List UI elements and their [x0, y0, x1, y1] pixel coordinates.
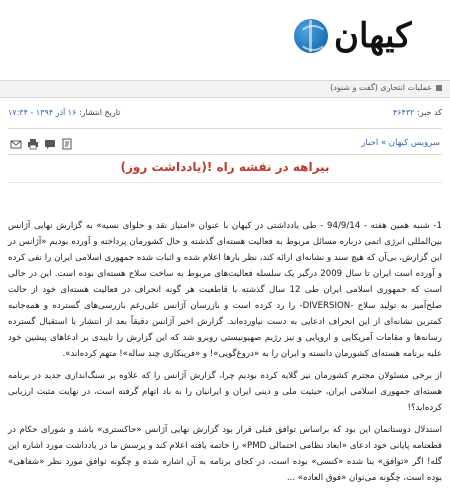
publish-date	[8, 108, 120, 117]
logo-text: کیهان	[334, 16, 412, 56]
masthead	[0, 0, 450, 78]
tools-divider	[8, 154, 442, 155]
publish-date-label: تاریخ انتشار:	[78, 108, 121, 117]
comment-icon[interactable]	[44, 138, 56, 150]
publish-date-value: ۱۶ آذر ۱۳۹۴ - ۱۷:۳۴	[8, 108, 77, 117]
article-paragraph: استدلال دوستانمان این بود که براساس توافق قبلی قرار بود گزارش نهایی آژانس «حاکستری» باشد و شورای حکام در قطعنامه پایانی خود ادعای «ابعاد نظامی احتمالی PMD» را خاتمه یافته اعلام کند و پرسش ما در یادداشت مورد اشاره این گله! اگر «توافق» بنا شده «کنسی» بوده است، در کجای برنامه به آن اشاره شده و چگونه توافق مورد نظر «شفاهی» بوده است، چگونه می‌توان «فوق العاده» ...	[8, 425, 443, 483]
square-bullet-icon	[436, 85, 442, 91]
bookmark-icon[interactable]	[61, 138, 73, 150]
breadcrumb[interactable]: سرویس کیهان » اخبار	[361, 138, 440, 148]
article-paragraph: از برخی مسئولان محترم کشورمان نیز گلایه کرده بودیم چرا، گزارش آژانس را که علاوه بر سنگ‌اندازی جدید در برنامه هسته‌ای جمهوری اسلامی ایران، حیثیت ملی و دینی ایران و ایرانیان را به باد اتهام گرفته است، در نهایت مثبت ارزیابی کرده‌اید؟!	[8, 371, 442, 413]
meta-divider	[8, 128, 442, 129]
mail-icon[interactable]	[10, 138, 22, 150]
title-divider	[8, 182, 442, 183]
news-code	[393, 108, 442, 117]
news-code-value: ۴۶۴۳۲	[392, 108, 415, 117]
article-paragraph: 1- شنبه همین هفته - 94/9/14 - طی یادداشتی در کیهان با عنوان «امتیاز نقد و حلوای نسیه» به گزارش نهایی آژانس بین‌المللی انرژی اتمی درباره مسائل مربوط به فعالیت هسته‌ای گذشته و حال کشورمان پرداخته و آورده بودیم «آژانس در این گزارش، بی‌آن که هیچ سند و نشانه‌ای ارائه کند، نظر بارها اعلام شده و اثبات شده جمهوری اسلامی ایران را نفی کرده و آورده است ایران تا سال 2009 درگیر یک سلسله فعالیت‌های مربوط به ساخت سلاح هسته‌ای بوده است. این در حالی است که جمهوری اسلامی ایران طی 12 سال گذشته با قاطعیت هر گونه انحراف در فعالیت هسته‌ای خود از حالت صلح‌آمیز به تولید سلاح -DIVERSION- را رد کرده است و بازرسان آژانس علی‌رغم بازرسی‌های گسترده و همه‌جانبه کمترین نشانه‌ای از این انحراف ادعایی به دست نیاورده‌اند. گزارش اخیر آژانس دقیقاً بعد از انتشار با استقبال گسترده رسانه‌ها و مقامات آمریکایی و اروپایی و نیز رژیم صهیونیستی روبرو شد که این گزارش را تاییدی بر ادعاهای پیشین خود علیه برنامه هسته‌ای کشورمان دانسته و ایران را به «دروغ‌گویی»! و «فریبکاری چند ساله»! متهم کرده‌اند».	[8, 221, 442, 359]
print-icon[interactable]	[27, 138, 39, 150]
article-tools	[10, 138, 73, 150]
news-code-label: کد خبر:	[416, 108, 442, 117]
nav-link[interactable]	[330, 83, 442, 92]
article-title: بیراهه در نقشه راه !(یادداشت روز)	[120, 160, 330, 174]
site-logo[interactable]	[292, 8, 444, 64]
nav-link-label: عملیات انتحاری (گفت و شنود)	[330, 83, 432, 92]
globe-icon	[294, 19, 328, 53]
article-body	[8, 218, 442, 492]
article-meta	[8, 108, 442, 122]
top-nav-bar	[0, 80, 450, 98]
